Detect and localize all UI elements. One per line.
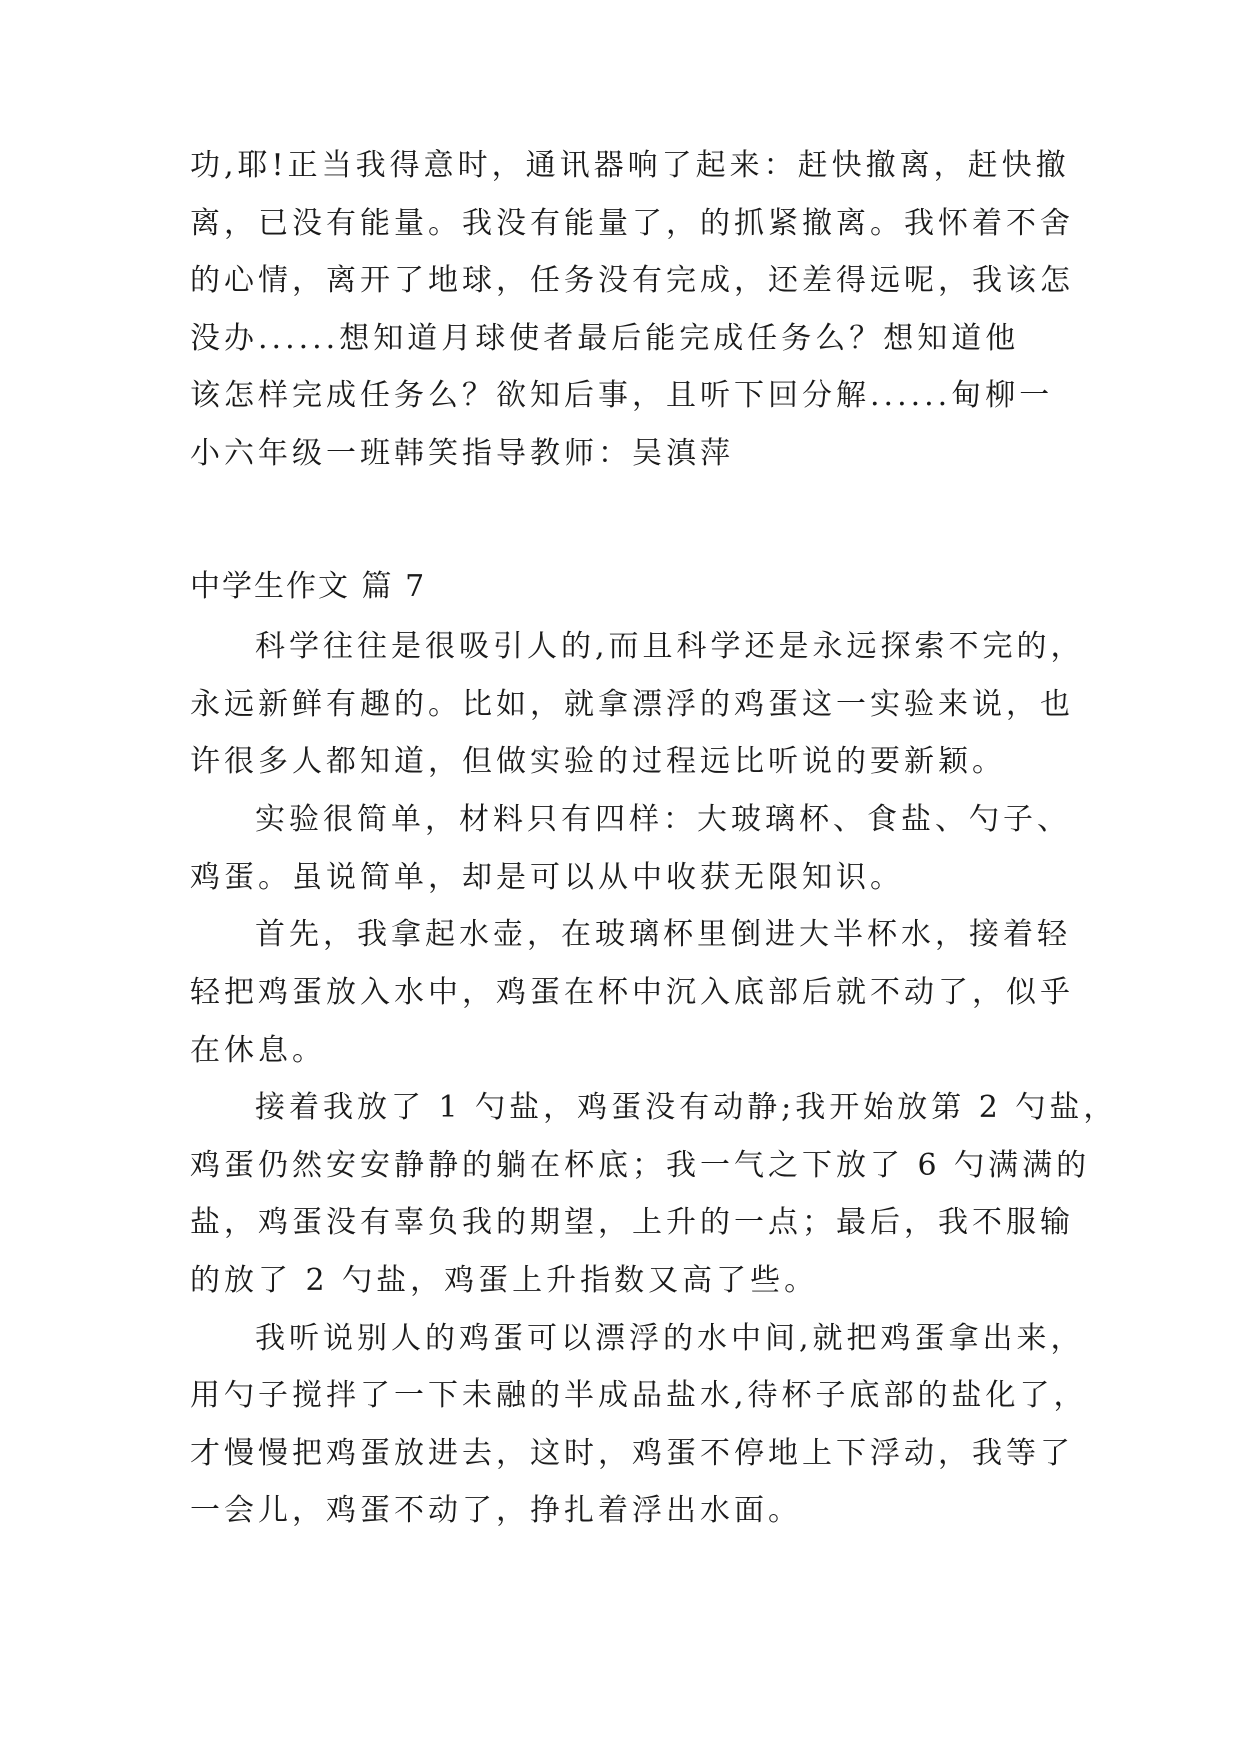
- text-line: 接着我放了 1 勺盐，鸡蛋没有动静;我开始放第 2 勺盐，: [255, 1090, 1118, 1125]
- text-line: 离，已没有能量。我没有能量了，的抓紧撤离。我怀着不舍: [190, 206, 1074, 241]
- text-line: 在休息。: [190, 1033, 326, 1068]
- text-line: 的心情，离开了地球，任务没有完成，还差得远呢，我该怎: [190, 263, 1074, 298]
- text-line: 科学往往是很吸引人的,而且科学还是永远探索不完的，: [255, 629, 1085, 664]
- text-line: 鸡蛋。虽说简单，却是可以从中收获无限知识。: [190, 860, 904, 895]
- section-title: 中学生作文 篇 7: [190, 569, 427, 604]
- text-line: 一会儿，鸡蛋不动了，挣扎着浮出水面。: [190, 1493, 802, 1528]
- text-line: 我听说别人的鸡蛋可以漂浮的水中间,就把鸡蛋拿出来，: [255, 1321, 1085, 1356]
- text-line: 实验很简单，材料只有四样：大玻璃杯、食盐、勺子、: [255, 802, 1071, 837]
- text-line: 永远新鲜有趣的。比如，就拿漂浮的鸡蛋这一实验来说，也: [190, 687, 1074, 722]
- text-line: 许很多人都知道，但做实验的过程远比听说的要新颖。: [190, 744, 1006, 779]
- text-line: 用勺子搅拌了一下未融的半成品盐水,待杯子底部的盐化了，: [190, 1378, 1088, 1413]
- text-line: 轻把鸡蛋放入水中，鸡蛋在杯中沉入底部后就不动了，似乎: [190, 975, 1074, 1010]
- text-line: 的放了 2 勺盐，鸡蛋上升指数又高了些。: [190, 1263, 819, 1298]
- text-line: 该怎样完成任务么？欲知后事，且听下回分解......甸柳一: [190, 378, 1054, 413]
- text-line: 小六年级一班韩笑指导教师：吴滇萍: [190, 436, 734, 471]
- text-line: 鸡蛋仍然安安静静的躺在杯底；我一气之下放了 6 勺满满的: [190, 1148, 1091, 1183]
- text-line: 没办......想知道月球使者最后能完成任务么？想知道他: [190, 321, 1020, 356]
- text-line: 功,耶!正当我得意时，通讯器响了起来：赶快撤离，赶快撤: [190, 148, 1070, 183]
- text-line: 盐，鸡蛋没有辜负我的期望，上升的一点；最后，我不服输: [190, 1205, 1074, 1240]
- text-line: 首先，我拿起水壶，在玻璃杯里倒进大半杯水，接着轻: [255, 917, 1071, 952]
- text-line: 才慢慢把鸡蛋放进去，这时，鸡蛋不停地上下浮动，我等了: [190, 1436, 1074, 1471]
